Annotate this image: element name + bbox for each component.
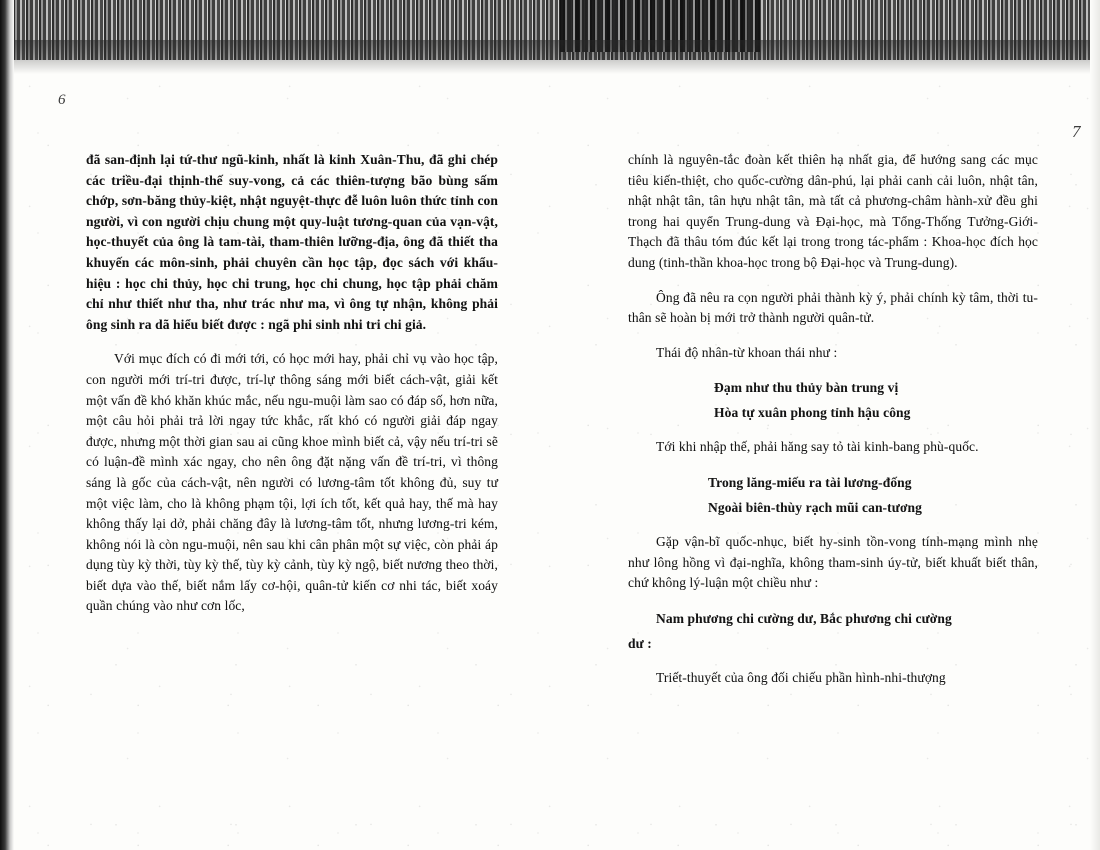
- paragraph: Triết-thuyết của ông đối chiếu phần hình-nhi-thượng: [656, 669, 946, 685]
- paragraph: chính là nguyên-tắc đoàn kết thiên hạ nhất gia, để hướng sang các mục tiêu kiến-thiệt, cho quốc-cường dân-phú, lại phải canh cải luôn, nhật tân, nhật nhật tân, tân hựu nhật tân, mà tất cả phương-châm hành-xử đều ghi trong hai quyển Trung-dung và Đại-học, mà Tổng-Thống Tưởng-Giới-Thạch đã thâu tóm đúc kết lại trong trong tác-phẩm : Khoa-học đích học dung (tinh-thần khoa-học trong bộ Đại-học và Trung-dung).: [628, 152, 1038, 270]
- paragraph: Tới khi nhập thế, phải hăng say tỏ tài kinh-bang phù-quốc.: [656, 439, 979, 455]
- paragraph: Gặp vận-bĩ quốc-nhục, biết hy-sinh tồn-vong tính-mạng mình nhẹ như lông hồng vì đại-nghĩa, không tham-sinh úy-tử, biết khuất biết thân, chứ không lý-luận một chiều như :: [628, 533, 1038, 591]
- verse-block: [628, 608, 1038, 654]
- paragraph: đã san-định lại tứ-thư ngũ-kinh, nhất là kinh Xuân-Thu, đã ghi chép các triều-đại thịnh-thế suy-vong, cả các thiên-tượng bão bùng sấm chớp, sơn-băng thủy-kiệt, nhật nguyệt-thực đễ luôn luôn thức tỉnh con người, vì con người chịu chung một quy-luật tương-quan của vạn-vật, học-thuyết của ông là tam-tài, tham-thiên lưỡng-địa, ông đã thiết tha khuyến các môn-sinh, phải chuyên cần học tập, đọc sách với khẩu-hiệu : học chi thủy, học chi trung, học chi chung, học tập phải chăm chỉ như thiết như tha, như trác như ma, vì ông tự nhận, không phải ông sinh ra dã hiểu biết được : ngã phi sinh nhi tri chi giả.: [86, 152, 498, 332]
- text-column-left: [86, 150, 498, 631]
- verse-line: dư :: [628, 635, 652, 651]
- folio-right: 7: [1072, 122, 1081, 141]
- paragraph: Ông đã nêu ra cọn người phải thành kỳ ý, phải chính kỳ tâm, thời tu-thân sẽ hoàn bị mới trở thành người quân-tử.: [628, 289, 1038, 326]
- verse-line: Trong lăng-miếu ra tài lương-đống: [708, 474, 912, 490]
- verse-block: [628, 377, 1038, 423]
- verse-line: Hòa tự xuân phong tỉnh hậu công: [714, 405, 911, 421]
- folio-left: 6: [58, 92, 66, 108]
- text-column-right: [628, 150, 1038, 702]
- page-binding-shadow-left: [0, 0, 14, 850]
- page-edge-right: [1090, 0, 1100, 850]
- paragraph: Với mục đích có đi mới tới, có học mới hay, phải chỉ vụ vào học tập, con người mới trí-tri được, trí-lự thông sáng mới biết cách-vật, giải kết một vấn đề khó khăn khúc mắc, nếu ngu-muội làm sao có đáp số, hơn nữa, một câu hỏi phải trả lời ngay tức khắc, rất khó có người giải đáp ngay được, nhưng một thời gian sau ai cũng khoe mình biết cả, vậy nếu trí-tri sẽ có luận-đề mình xác ngay, cho nên ông đặt nặng vấn đề trí-tri, vì thông sáng là gốc của cách-vật, nên người có lương-tâm tốt không đủ, suy tư một việc làm, cho là không phạm tội, lợi ích tốt, kết quả hay, thế mà hay không thấy lại dở, phải chăng đây là lương-tâm tốt, nhưng lương-tri kém, không nói là còn ngu-muội, nên sau khi cân phân một sự việc, còn phải áp dụng tùy kỳ thời, tùy kỳ thế, tùy kỳ cảnh, tùy kỳ ngộ, biết nương theo thời, biết dựa vào thế, biết nắm lấy cơ-hội, quân-tử kiến cơ nhi tác, biết xoáy quần chúng vào như cơn lốc,: [86, 351, 498, 614]
- verse-line: Nam phương chi cường dư, Bắc phương chi cường: [656, 610, 952, 626]
- scan-shadow-fade: [0, 40, 1100, 74]
- paragraph: Thái độ nhân-từ khoan thái như :: [656, 344, 838, 360]
- verse-line: Ngoài biên-thùy rạch mũi can-tương: [708, 499, 922, 515]
- verse-line: Đạm như thu thủy bàn trung vị: [714, 380, 899, 396]
- verse-block: [628, 472, 1038, 518]
